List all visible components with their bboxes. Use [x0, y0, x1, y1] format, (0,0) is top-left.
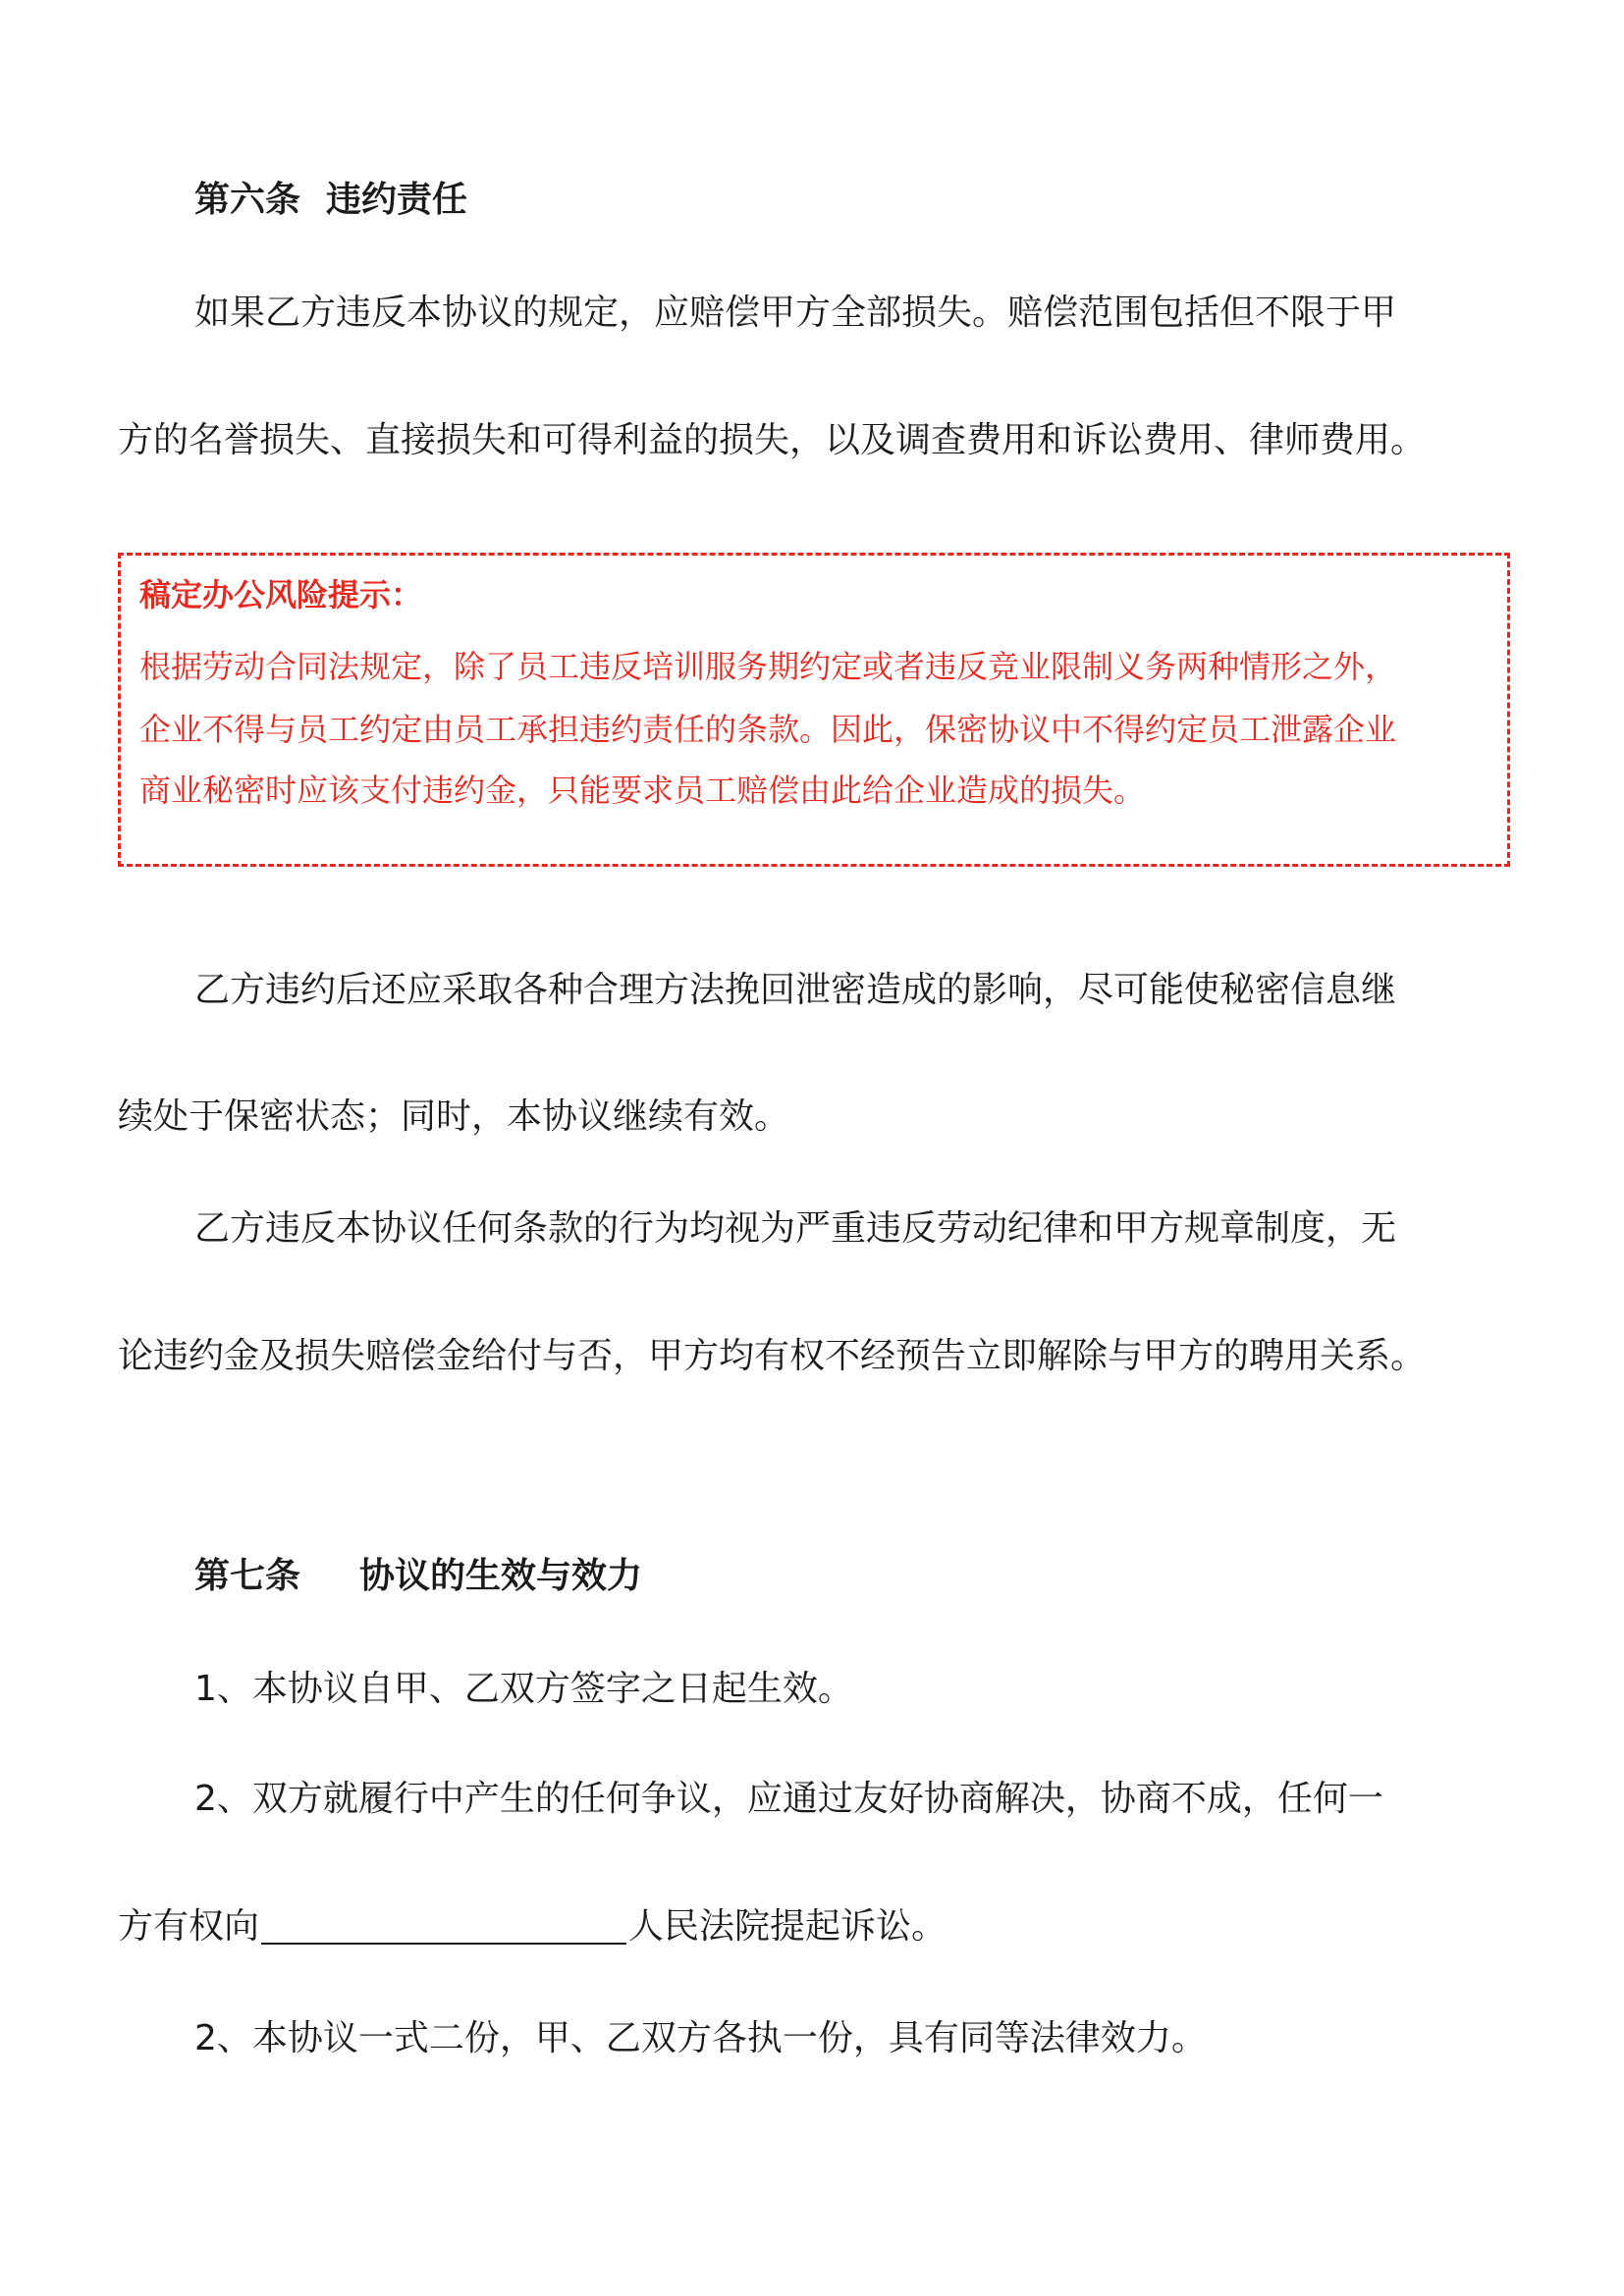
article6-para3-line2: 论违约金及损失赔偿金给付与否，甲方均有权不经预告立即解除与甲方的聘用关系。: [118, 1336, 1427, 1376]
risk-tip-line3: 商业秘密时应该支付违约金，只能要求员工赔偿由此给企业造成的损失。: [139, 772, 1146, 809]
article7-item3: 2、本协议一式二份，甲、乙双方各执一份，具有同等法律效力。: [194, 2018, 1207, 2058]
article7-item2-line2: [118, 1906, 947, 1947]
item2-suffix: 人民法院提起诉讼。: [628, 1906, 947, 1947]
article7-heading-title: 协议的生效与效力: [359, 1556, 643, 1596]
article6-para2-line1: 乙方违约后还应采取各种合理方法挽回泄密造成的影响，尽可能使秘密信息继: [194, 970, 1397, 1010]
article6-heading: [194, 180, 468, 220]
article6-heading-num: 第六条: [194, 180, 301, 220]
article7-item2-line1: 2、双方就履行中产生的任何争议，应通过友好协商解决，协商不成，任何一: [194, 1779, 1383, 1819]
article6-heading-title: 违约责任: [326, 180, 468, 220]
item2-prefix: 方有权向: [118, 1906, 260, 1947]
court-name-blank[interactable]: [261, 1909, 626, 1945]
article7-heading-num: 第七条: [194, 1556, 301, 1596]
risk-tip-line2: 企业不得与员工约定由员工承担违约责任的条款。因此，保密协议中不得约定员工泄露企业: [139, 711, 1397, 748]
article7-heading: [194, 1556, 643, 1596]
article6-para1-line1: 如果乙方违反本协议的规定，应赔偿甲方全部损失。赔偿范围包括但不限于甲: [194, 293, 1397, 333]
article6-para1-line2: 方的名誉损失、直接损失和可得利益的损失，以及调查费用和诉讼费用、律师费用。: [118, 420, 1427, 460]
article7-item1: 1、本协议自甲、乙双方签字之日起生效。: [194, 1669, 853, 1709]
article6-para2-line2: 续处于保密状态；同时，本协议继续有效。: [118, 1096, 790, 1137]
risk-tip-line1: 根据劳动合同法规定，除了员工违反培训服务期约定或者违反竞业限制义务两种情形之外，: [139, 648, 1397, 685]
risk-tip-title: 稿定办公风险提示：: [139, 576, 423, 614]
article6-para3-line1: 乙方违反本协议任何条款的行为均视为严重违反劳动纪律和甲方规章制度，无: [194, 1208, 1397, 1249]
